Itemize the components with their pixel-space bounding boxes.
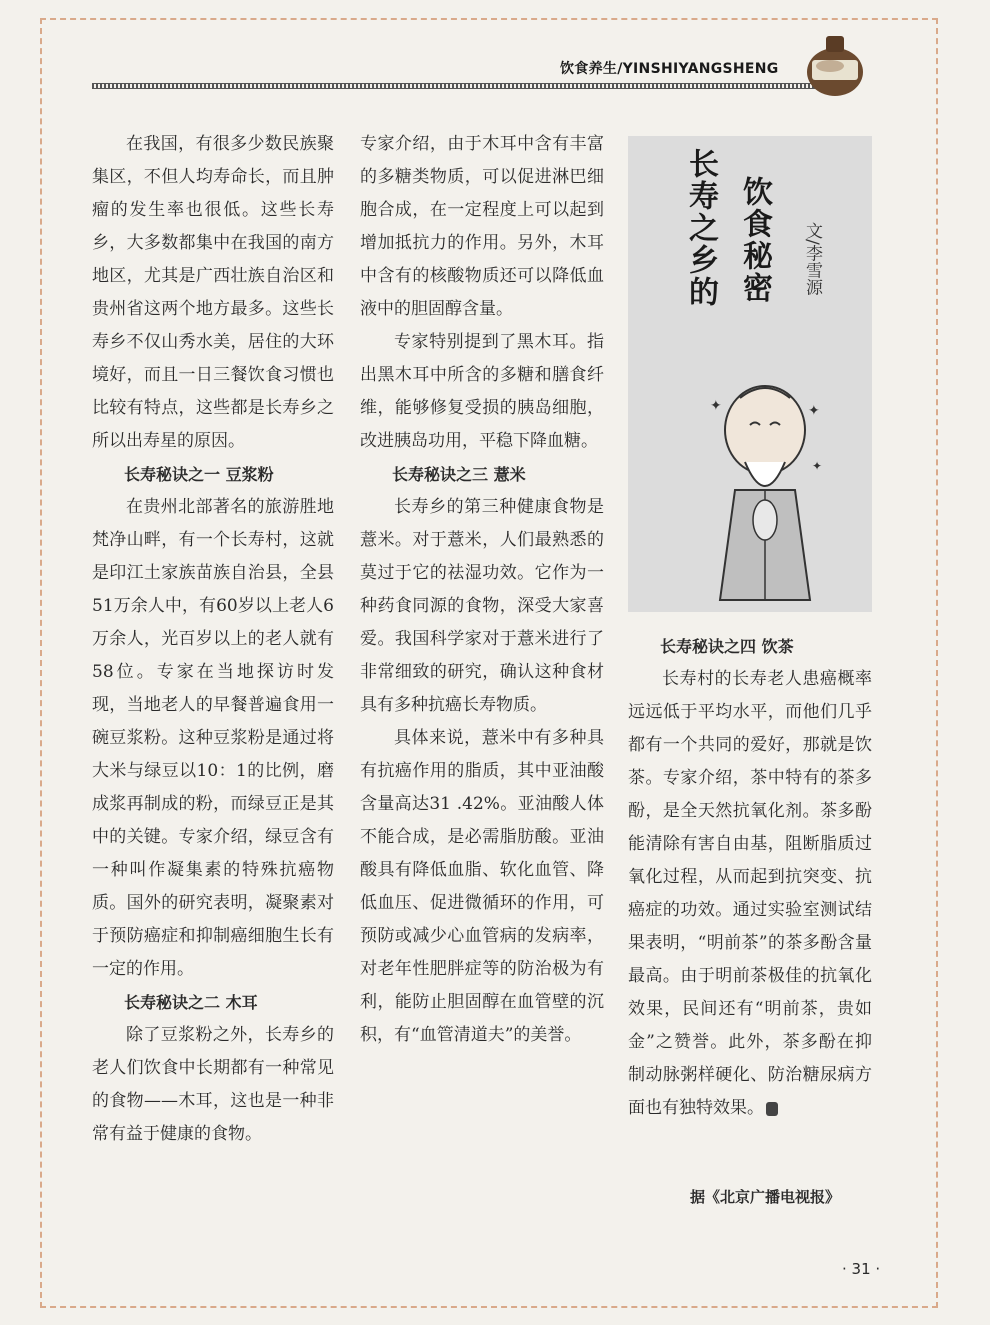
end-mark-icon — [766, 1102, 778, 1116]
paragraph: 在我国，有很多少数民族聚集区，不但人均寿命长，而且肿瘤的发生率也很低。这些长寿乡，大多数都集中在我国的南方地区，尤其是广西壮族自治区和贵州省这两个地方最多。这些长寿乡不仅山秀水美，居住的大环境好，而且一日三餐饮食习惯也比较有特点，这些都是长寿乡之所以出寿星的原因。 — [92, 134, 334, 451]
subheading-coix: 长寿秘诀之三 薏米 — [392, 465, 526, 484]
paragraph — [628, 663, 872, 1125]
subheading-fungus: 长寿秘诀之二 木耳 — [124, 993, 258, 1012]
paragraph: 专家特别提到了黑木耳。指出黑木耳中所含的多糖和膳食纤维，能够修复受损的胰岛细胞，改进胰岛功用，平稳下降血糖。 — [360, 332, 604, 451]
column-2 — [360, 128, 604, 1052]
section-header: 饮食养生/YINSHIYANGSHENG — [560, 61, 779, 77]
svg-text:✦: ✦ — [808, 403, 820, 419]
subheading-soy-powder: 长寿秘诀之一 豆浆粉 — [124, 465, 274, 484]
svg-text:✦: ✦ — [812, 459, 823, 473]
byline: 文/李雪源 — [802, 222, 822, 296]
old-man-illustration-icon — [690, 370, 840, 610]
column-3 — [628, 630, 872, 1125]
paragraph: 除了豆浆粉之外，长寿乡的老人们饮食中长期都有一种常见的食物——木耳，这也是一种非常有益于健康的食物。 — [92, 1025, 334, 1144]
paragraph: 专家介绍，由于木耳中含有丰富的多糖类物质，可以促进淋巴细胞合成，在一定程度上可以起到增加抵抗力的作用。另外，木耳中含有的核酸物质还可以降低血液中的胆固醇含量。 — [360, 134, 604, 319]
column-1 — [92, 128, 334, 1151]
paragraph-text: 长寿村的长寿老人患癌概率远远低于平均水平，而他们几乎都有一个共同的爱好，那就是饮茶。专家介绍，茶中特有的茶多酚，是全天然抗氧化剂。茶多酚能清除有害自由基，阻断脂质过氧化过程，从而起到抗突变、抗癌症的功效。通过实验室测试结果表明，“明前茶”的茶多酚含量最高。由于明前茶极佳的抗氧化效果，民间还有“明前茶，贵如金”之赞誉。此外，茶多酚在抑制动脉粥样硬化、防治糖尿病方面也有独特效果。 — [628, 669, 872, 1118]
source-credit: 据《北京广播电视报》 — [690, 1188, 841, 1206]
paragraph: 长寿乡的第三种健康食物是薏米。对于薏米，人们最熟悉的莫过于它的祛湿功效。它作为一种药食同源的食物，深受大家喜爱。我国科学家对于薏米进行了非常细致的研究，确认这种食材具有多种抗癌长寿物质。 — [360, 497, 604, 715]
article-title-line1: 长寿之乡的 — [683, 148, 718, 308]
bottle-emblem-icon — [800, 30, 870, 100]
svg-text:✦: ✦ — [710, 398, 722, 414]
paragraph: 在贵州北部著名的旅游胜地梵净山畔，有一个长寿村，这就是印江土家族苗族自治县，全县51万余人中，有60岁以上老人6万余人，光百岁以上的老人就有58位。专家在当地探访时发现，当地老人的早餐普遍食用一碗豆浆粉。这种豆浆粉是通过将大米与绿豆以10：1的比例，磨成浆再制成的粉，而绿豆正是其中的关键。专家介绍，绿豆含有一种叫作凝集素的特殊抗癌物质。国外的研究表明，凝聚素对于预防癌症和抑制癌细胞生长有一定的作用。 — [92, 497, 334, 979]
subheading-tea: 长寿秘诀之四 饮茶 — [660, 637, 794, 656]
article-title-line2: 饮食秘密 — [737, 176, 772, 304]
page-number: · 31 · — [842, 1260, 881, 1278]
paragraph: 具体来说，薏米中有多种具有抗癌作用的脂质，其中亚油酸含量高达31 .42%。亚油酸人体不能合成，是必需脂肪酸。亚油酸具有降低血脂、软化血管、降低血压、促进微循环的作用，可预防或减少心血管病的发病率，对老年性肥胖症等的防治极为有利，能防止胆固醇在血管壁的沉积，有“血管清道夫”的美誉。 — [360, 728, 604, 1045]
header-rule — [92, 83, 832, 89]
